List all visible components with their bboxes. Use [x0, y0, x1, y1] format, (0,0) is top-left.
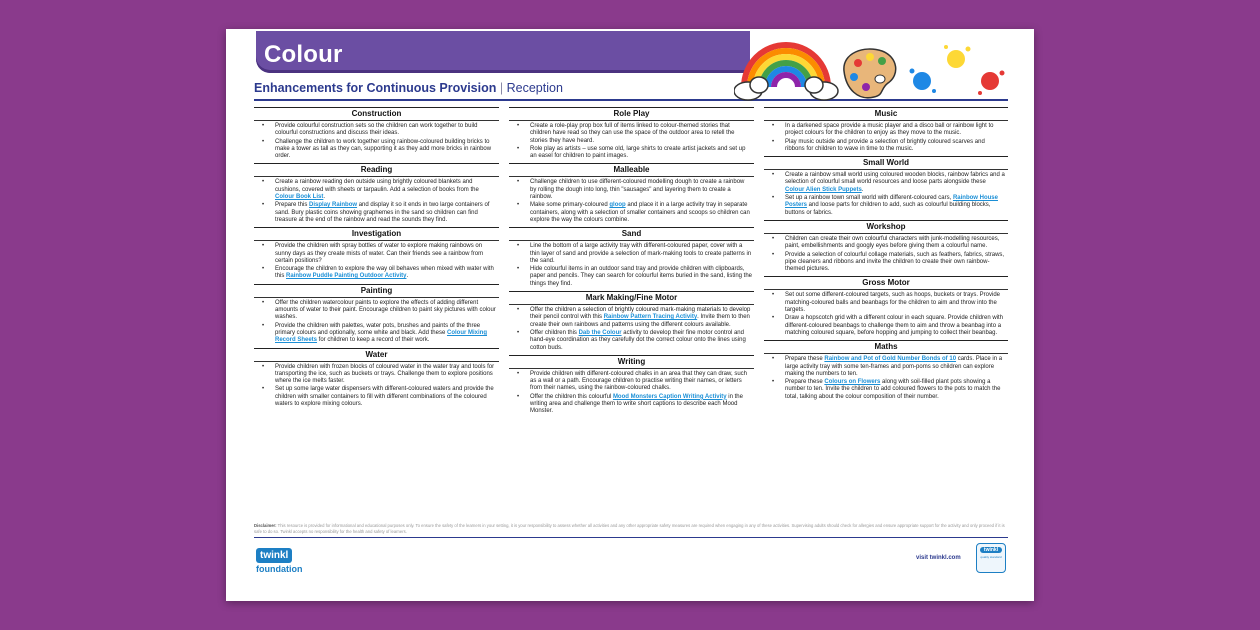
item-text: Prepare these	[785, 379, 825, 386]
disclaimer-label: Disclaimer:	[254, 523, 277, 528]
list-item	[509, 330, 754, 352]
item-text: for children to keep a record of their work.	[317, 337, 430, 344]
list-item	[764, 123, 1008, 138]
resource-link[interactable]: Display Rainbow	[309, 202, 358, 209]
resource-link[interactable]: Colour Alien Stick Puppets	[785, 186, 862, 193]
list-item	[764, 252, 1008, 274]
list-item	[509, 123, 754, 145]
list-item	[254, 179, 499, 201]
item-text: .	[406, 273, 409, 280]
item-text: Create a rainbow small world using coloured wooden blocks, rainbow fabrics and a selection of colourful small world resources and loose parts alongside these	[785, 172, 1005, 186]
section-title: Gross Motor	[862, 278, 910, 288]
badge-text: twinkl	[980, 547, 1002, 553]
page-title: Colour	[264, 41, 343, 68]
section-title: Small World	[862, 158, 910, 168]
list-item	[254, 123, 499, 138]
item-text: Children can create their own colourful characters with junk-modelling resources, paint, embellishments and googly eyes before giving them a colourful name.	[785, 235, 1000, 250]
item-text: Challenge the children to work together using rainbow-coloured building bricks to make a tower as tall as they can, supporting it as they add more bricks in rainbow order.	[275, 138, 492, 160]
item-text: Set up a rainbow town small world with different-coloured cars,	[785, 195, 953, 202]
section-title: Malleable	[613, 165, 650, 175]
section-title: Mark Making/Fine Motor	[585, 293, 678, 303]
section-small-world	[764, 156, 1008, 220]
section-sand	[509, 227, 754, 291]
item-text: Set up some large water dispensers with different-coloured waters and provide the children with smaller containers to fill with different combinations of the coloured waters to explore mixing colours.	[275, 386, 494, 408]
footer-divider	[254, 537, 1008, 538]
section-painting	[254, 284, 499, 348]
section-list	[764, 289, 1008, 340]
item-text: Provide the children with palettes, water pots, brushes and paints of the three primary colours and optionally, some white and black. Add these	[275, 322, 481, 336]
item-text: .	[861, 186, 864, 193]
page-subtitle	[254, 81, 563, 95]
list-item	[254, 243, 499, 265]
list-item	[254, 300, 499, 322]
section-title: Writing	[617, 356, 646, 366]
resource-link[interactable]: gloop	[609, 202, 626, 209]
list-item	[254, 386, 499, 408]
item-text: Offer children this	[530, 329, 579, 336]
section-title: Workshop	[866, 221, 906, 231]
resource-link[interactable]: Rainbow Puddle Painting Outdoor Activity	[286, 273, 407, 280]
subtitle-separator: |	[499, 81, 504, 95]
item-text: Offer the children a selection of brightly coloured mark-making materials to develop their pencil control with this	[530, 307, 751, 321]
section-list	[509, 120, 754, 163]
item-text: Provide a selection of colourful collage materials, such as feathers, fabrics, straws, pipe cleaners and ribbons and invite the children to create their own rainbow-themed pictures.	[785, 251, 1005, 273]
list-item	[509, 307, 754, 329]
section-title: Maths	[874, 342, 898, 352]
header-illustrations	[734, 35, 1006, 103]
item-text: Prepare these	[785, 356, 825, 363]
section-list	[764, 233, 1008, 276]
resource-link[interactable]: Rainbow House Posters	[785, 195, 998, 209]
item-text: Make some primary-coloured	[530, 202, 610, 209]
section-title: Reading	[360, 165, 393, 175]
logo-sub: foundation	[256, 564, 303, 574]
rainbow-cloud-icon	[734, 45, 838, 100]
provision-grid	[254, 107, 1008, 419]
item-text: Set out some different-coloured targets, such as hoops, buckets or trays. Provide matching-coloured balls and beanbags for the children to aim and throw into the targets.	[785, 292, 1001, 314]
section-title: Water	[365, 349, 388, 359]
list-item	[509, 266, 754, 288]
item-text: Hide colourful items in an outdoor sand tray and provide children with clipboards, paper and pencils. They can search for colourful items buried in the sand, listing the things they find.	[530, 266, 753, 287]
section-construction	[254, 107, 499, 163]
paint-splat-icon	[910, 45, 1005, 95]
section-reading	[254, 163, 499, 227]
item-text: Play music outside and provide a selection of brightly coloured scarves and ribbons for children to wave in time to the music.	[785, 138, 985, 152]
item-text: Encourage the children to explore the way oil behaves when mixed with water with this	[275, 266, 494, 280]
section-investigation	[254, 227, 499, 283]
section-gross-motor	[764, 276, 1008, 340]
item-text: Challenge children to use different-coloured modelling dough to create a rainbow by rolling the dough into long, thin "sausages" and layering them to create a rainbow.	[530, 179, 745, 201]
list-item	[764, 236, 1008, 251]
worksheet-page	[226, 29, 1034, 601]
twinkl-foundation-logo	[256, 545, 316, 575]
section-role-play	[509, 107, 754, 163]
section-title: Investigation	[351, 229, 402, 239]
item-text: Line the bottom of a large activity tray with different-coloured paper, cover with a thin layer of sand and provide a selection of mark-making tools to create patterns in the sand.	[530, 243, 752, 264]
section-list	[509, 240, 754, 291]
disclaimer	[254, 523, 1008, 534]
item-text: Prepare this	[275, 202, 310, 209]
subtitle-stage: Reception	[506, 81, 563, 95]
section-title: Sand	[621, 229, 642, 239]
item-text: activity to develop their fine motor control and hand-eye coordination as they carefully dot the correct colour onto the lines using cotton buds.	[530, 329, 746, 351]
section-list	[254, 361, 499, 412]
item-text: Provide the children with spray bottles of water to explore making rainbows on sunny days as they create mists of water. Can their friends see a rainbow from certain positions?	[275, 243, 484, 264]
list-item	[509, 146, 754, 161]
list-item	[509, 371, 754, 393]
list-item	[254, 323, 499, 345]
resource-link[interactable]: Rainbow Pattern Tracing Activity	[603, 314, 698, 321]
item-text: Role play as artists – use some old, large shirts to create artist jackets and set up an easel for children to paint images.	[530, 145, 746, 160]
item-text: Create a rainbow reading den outside using brightly coloured blankets and cushions, covered with sheets or tarpaulin. Add a selection of books from the	[275, 179, 479, 193]
section-list	[254, 240, 499, 283]
item-text: .	[323, 194, 326, 201]
item-text: and place it in a large activity tray in separate containers, along with a selection of smaller containers and scoops so children can explore the way the colours combine.	[530, 202, 750, 223]
list-item	[509, 243, 754, 265]
resource-link[interactable]: Rainbow and Pot of Gold Number Bonds of 10	[824, 356, 957, 363]
item-text: along with soil-filled plant pots showing a number to ten. Invite the children to add coloured flowers to the pots to match the total, talking about the colour composition of their number.	[785, 379, 1001, 400]
item-text: Draw a hopscotch grid with a different colour in each square. Provide children with different-coloured beanbags to challenge them to aim and throw a beanbag into a matching coloured square, before hopping and jumping to collect their beanbag.	[785, 315, 1004, 336]
quality-badge	[976, 543, 1006, 573]
disclaimer-text: This resource is provided for informational and educational purposes only. To ensure the safety of the learners in your setting, it is your responsibility to assess whether all activities and any other appropriate safety measures are required when engaging in any of these activities. Supervising adults should check for allergies and ensure appropriate support for the activity and only proceed if it is safe to do so. Twinkl accepts no responsibility for the health and safety of learners.	[254, 523, 1005, 534]
section-malleable	[509, 163, 754, 227]
list-item	[764, 315, 1008, 337]
paint-palette-icon	[844, 49, 896, 98]
section-maths	[764, 340, 1008, 404]
item-text: Provide children with different-coloured chalks in an area that they can draw, such as a wall or a path. Encourage children to practise writing their names, or letters from their names, using the rainbow-coloured chalks.	[530, 370, 748, 392]
list-item	[764, 292, 1008, 314]
list-item	[764, 379, 1008, 401]
section-workshop	[764, 220, 1008, 276]
section-list	[254, 120, 499, 163]
list-item	[254, 139, 499, 161]
section-list	[254, 297, 499, 348]
resource-link[interactable]: Mood Monsters Caption Writing Activity	[612, 393, 727, 400]
list-item	[509, 202, 754, 224]
section-mark-making-fine-motor	[509, 291, 754, 355]
item-text: . Invite them to then create their own rainbows and patterns using the different colours available.	[530, 314, 750, 328]
subtitle-text: Enhancements for Continuous Provision	[254, 81, 497, 95]
section-title: Painting	[360, 285, 393, 295]
badge-sub: quality standard	[980, 555, 1002, 559]
list-item	[254, 202, 499, 224]
section-title: Construction	[351, 109, 402, 118]
list-item	[254, 364, 499, 386]
item-text: Create a role-play prop box full of items linked to colour-themed stories that children have read so they can use the space of the outdoor area to retell the stories they have heard.	[530, 123, 735, 144]
title-banner	[256, 31, 750, 73]
item-text: Provide children with frozen blocks of coloured water in the water tray and tools for transporting the ice, such as buckets or trays. Challenge them to explore positions where the ice melts faster.	[275, 363, 495, 385]
list-item	[254, 266, 499, 281]
item-text: Offer the children watercolour paints to explore the effects of adding different amounts of water to their paint. Encourage children to paint sky pictures with colour washes.	[275, 299, 496, 321]
visit-link[interactable]: visit twinkl.com	[916, 555, 961, 561]
item-text: and display it so it ends in two large containers of sand. Bury plastic coins showing graphemes in the sand so children can find treasure at the end of the rainbow and read the sounds they find.	[275, 202, 490, 223]
section-water	[254, 348, 499, 412]
column-2	[509, 107, 754, 419]
section-title: Music	[874, 109, 898, 118]
list-item	[509, 179, 754, 201]
item-text: Offer the children this colourful	[530, 393, 613, 400]
section-list	[764, 120, 1008, 156]
resource-link[interactable]: Colour Mixing Record Sheets	[275, 329, 487, 344]
list-item	[509, 394, 754, 416]
section-list	[764, 169, 1008, 220]
section-writing	[509, 355, 754, 419]
section-list	[764, 353, 1008, 404]
resource-link[interactable]: Dab the Colour	[578, 329, 622, 336]
item-text: cards. Place in a large activity tray with some ten-frames and pom-poms so children can explore making the numbers to ten.	[785, 356, 1003, 377]
column-1	[254, 107, 499, 419]
section-list	[509, 176, 754, 227]
item-text: Provide colourful construction sets so the children can work together to build colourful constructions and discuss their ideas.	[275, 123, 478, 137]
list-item	[764, 139, 1008, 154]
section-list	[254, 176, 499, 227]
section-music	[764, 107, 1008, 156]
list-item	[764, 356, 1008, 378]
item-text: in the writing area and challenge them to write short captions to describe each Mood Monster.	[530, 393, 743, 415]
resource-link[interactable]: Colours on Flowers	[824, 379, 881, 386]
section-list	[509, 368, 754, 419]
resource-link[interactable]: Colour Book List	[275, 194, 324, 201]
logo-brand: twinkl	[256, 548, 292, 563]
item-text: In a darkened space provide a music player and a disco ball or rainbow light to project colours for the children to enjoy as they move to the music.	[785, 123, 994, 137]
column-3	[764, 107, 1008, 419]
list-item	[764, 195, 1008, 217]
item-text: and loose parts for children to add, such as colourful building blocks, buttons or fabrics.	[785, 202, 991, 216]
section-list	[509, 304, 754, 355]
list-item	[764, 172, 1008, 194]
section-title: Role Play	[613, 109, 650, 118]
